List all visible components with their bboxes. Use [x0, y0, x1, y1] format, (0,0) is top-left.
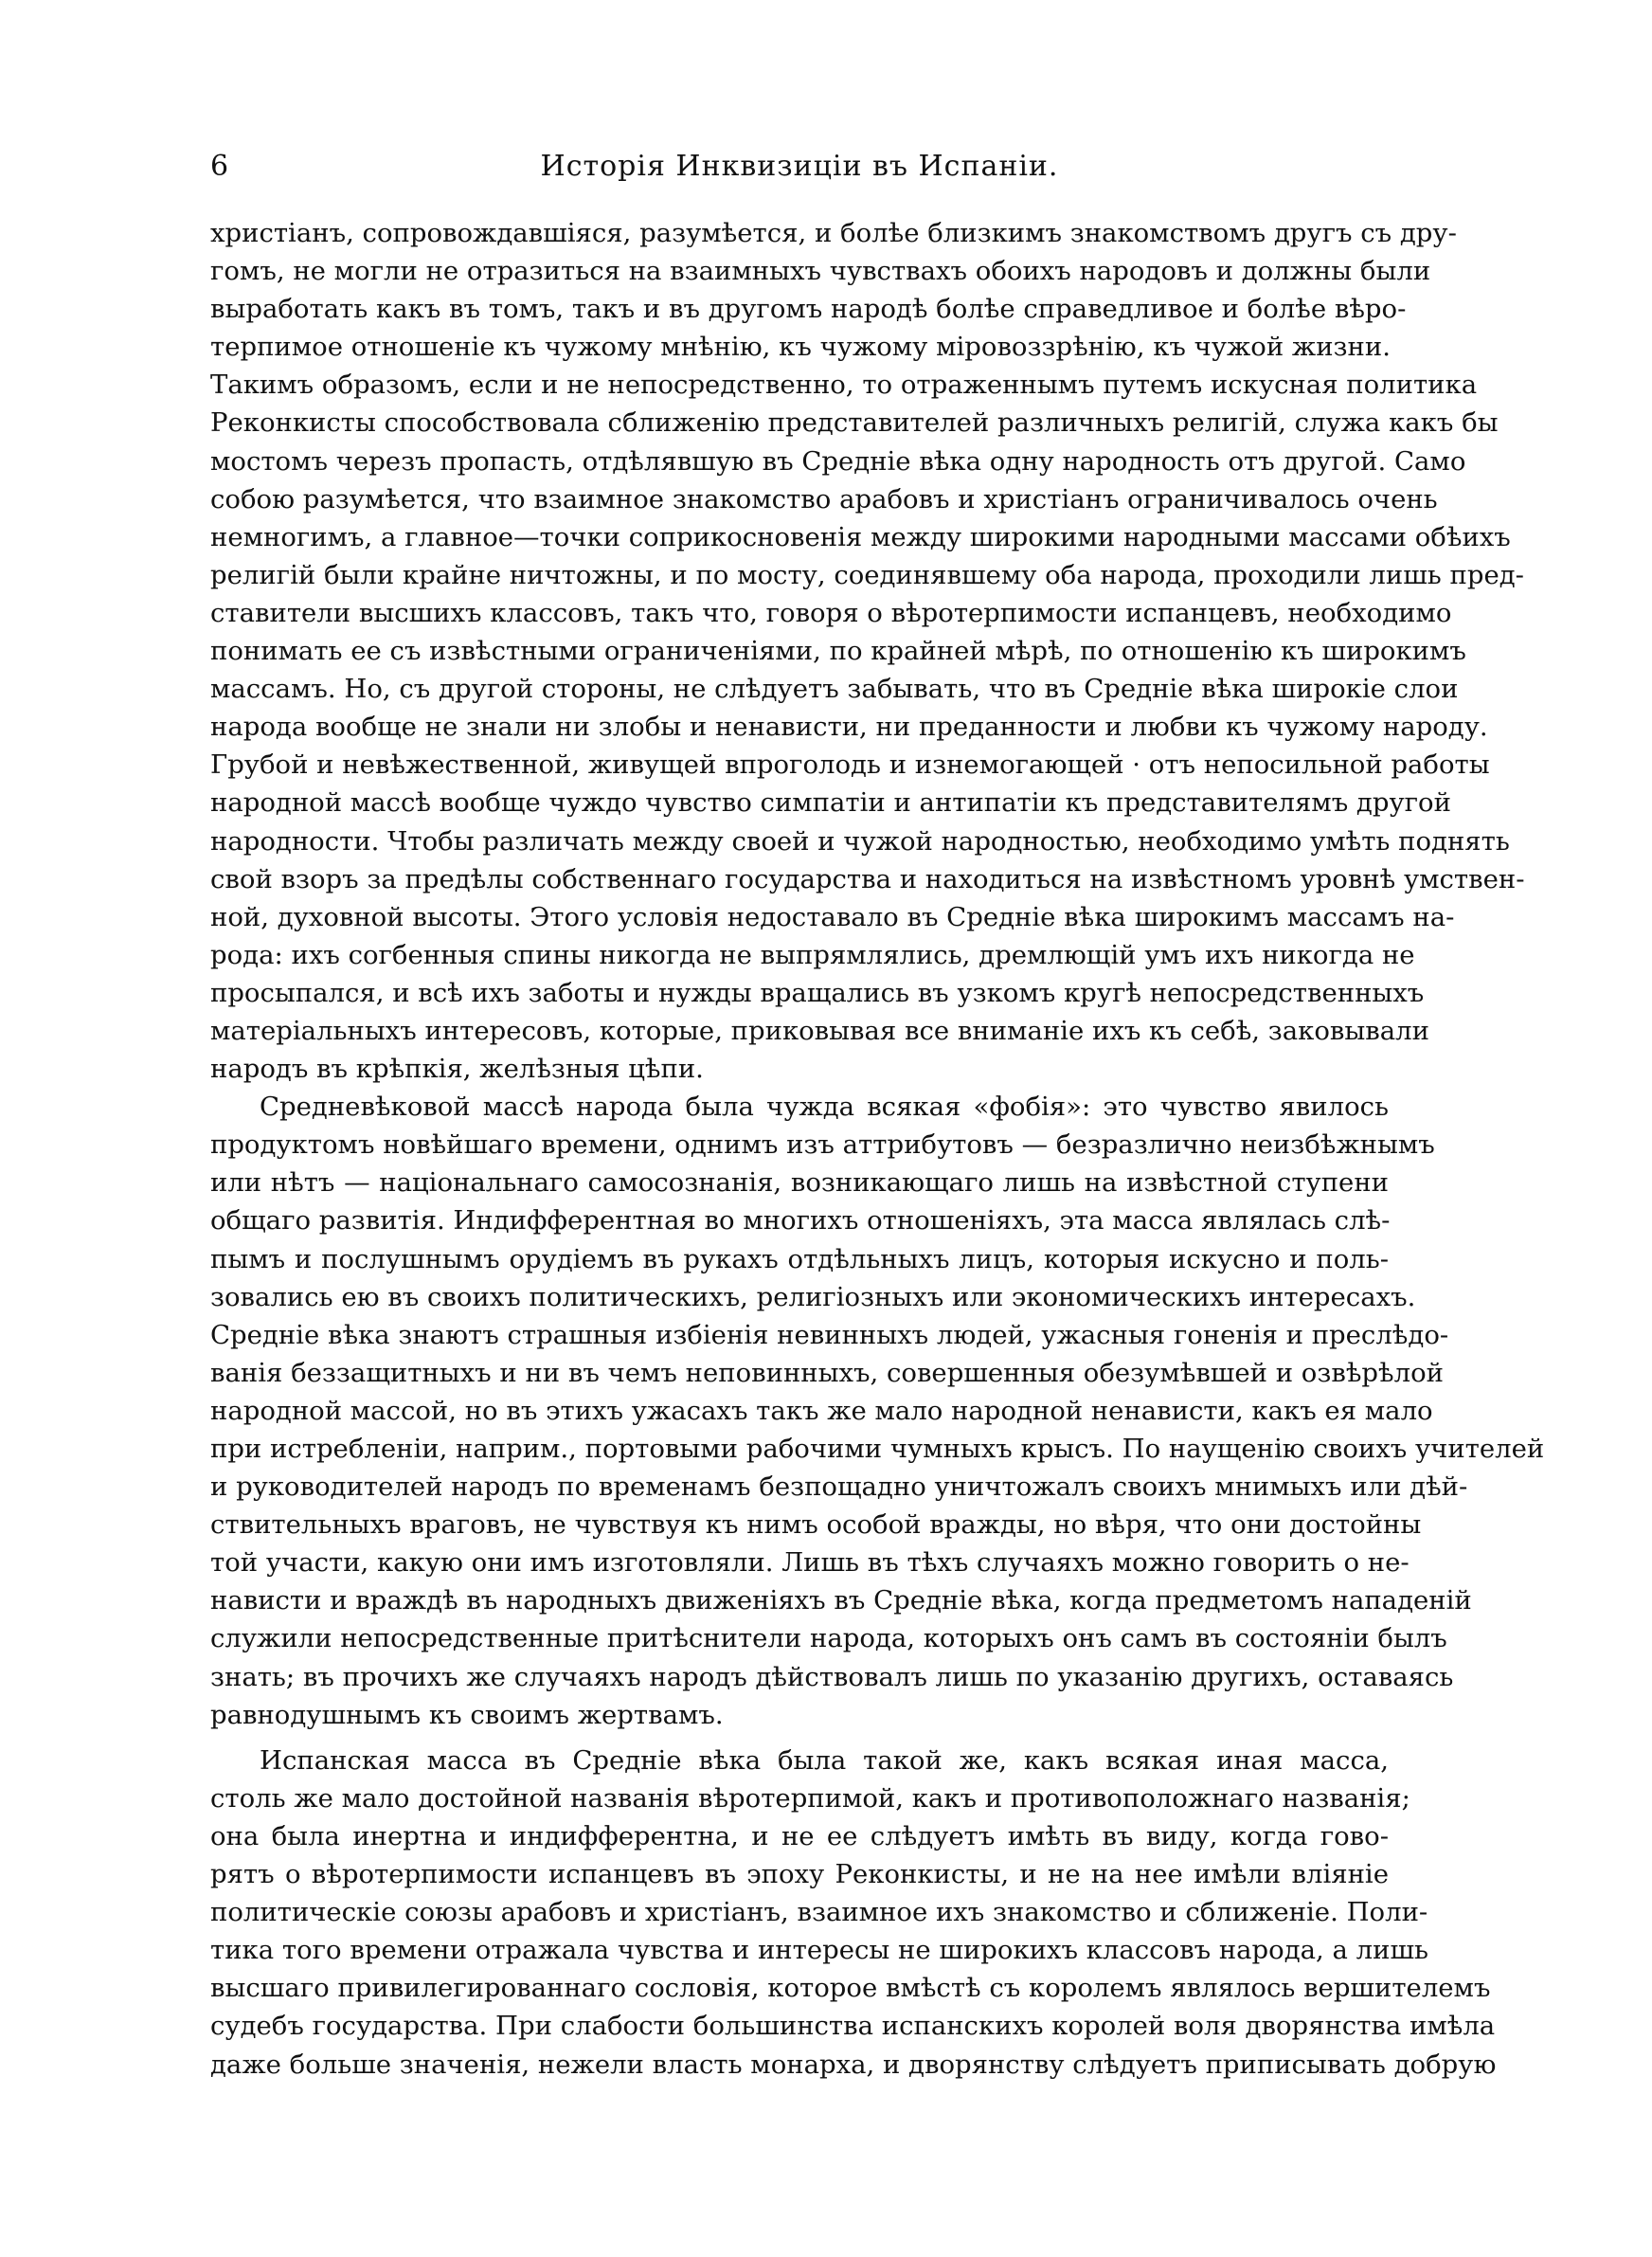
text-line: народной массой, но въ этихъ ужасахъ такъ же мало народной ненависти, какъ ея мало: [210, 1395, 1433, 1426]
paragraph-1: [210, 214, 1525, 1088]
text-line: христіанъ, сопровождавшіяся, разумѣется, и болѣе близкимъ знакомствомъ другъ съ дру-: [210, 218, 1457, 248]
text-line: массамъ. Но, съ другой стороны, не слѣдуетъ забывать, что въ Средніе вѣка широкіе слои: [210, 674, 1459, 705]
book-page: [210, 142, 1545, 2084]
text-line: терпимое отношеніе къ чужому мнѣнію, къ чужому міровоззрѣнію, къ чужой жизни.: [210, 332, 1391, 363]
text-line: народа вообще не знали ни злобы и ненависти, ни преданности и любви къ чужому народу.: [210, 712, 1488, 743]
text-line: ной, духовной высоты. Этого условія недоставало въ Средніе вѣка широкимъ массамъ на-: [210, 901, 1455, 932]
text-line: судебъ государства. При слабости большинства испанскихъ королей воля дворянства имѣла: [210, 2011, 1496, 2042]
body-text: [210, 214, 1545, 2084]
text-line: понимать ее съ извѣстными ограниченіями, по крайней мѣрѣ, по отношенію къ широкимъ: [210, 636, 1466, 667]
text-line: Такимъ образомъ, если и не непосредственно, то отраженнымъ путемъ искусная политика: [210, 370, 1478, 401]
text-line: ставители высшихъ классовъ, такъ что, говоря о вѣротерпимости испанцевъ, необходимо: [210, 597, 1452, 628]
text-line: собою разумѣется, что взаимное знакомство арабовъ и христіанъ ограничивалось очень: [210, 483, 1438, 515]
text-line: ствительныхъ враговъ, не чувствуя къ нимъ особой вражды, но вѣря, что они достойны: [210, 1509, 1422, 1541]
text-line: знать; въ прочихъ же случаяхъ народъ дѣйствовалъ лишь по указанію другихъ, оставаясь: [210, 1661, 1454, 1692]
text-line: Реконкисты способствовала сближенію представителей различныхъ религій, служа какъ бы: [210, 407, 1499, 439]
text-line: матеріальныхъ интересовъ, которые, приковывая все вниманіе ихъ къ себѣ, заковывали: [210, 1015, 1429, 1046]
text-line: высшаго привилегированнаго сословія, которое вмѣстѣ съ королемъ являлось вершителемъ: [210, 1973, 1491, 2004]
text-line: той участи, какую они имъ изготовляли. Лишь въ тѣхъ случаяхъ можно говорить о не-: [210, 1547, 1410, 1579]
text-line: мостомъ черезъ пропасть, отдѣлявшую въ Средніе вѣка одну народность отъ другой. Само: [210, 445, 1466, 477]
text-line: просыпался, и всѣ ихъ заботы и нужды вращались въ узкомъ кругѣ непосредственныхъ: [210, 977, 1425, 1008]
text-line: тика того времени отражала чувства и интересы не широкихъ классовъ народа, а лишь: [210, 1935, 1429, 1966]
text-line: нависти и враждѣ въ народныхъ движеніяхъ въ Средніе вѣка, когда предметомъ нападеній: [210, 1585, 1472, 1616]
paragraph-gap: [210, 1734, 1389, 1742]
text-line: немногимъ, а главное—точки соприкосновенія между широкими народными массами обѣихъ: [210, 521, 1511, 552]
text-line: равнодушнымъ къ своимъ жертвамъ.: [210, 1699, 724, 1730]
text-line: свой взоръ за предѣлы собственнаго государства и находиться на извѣстномъ уровнѣ умствен-: [210, 863, 1525, 894]
text-line: гомъ, не могли не отразиться на взаимныхъ чувствахъ обоихъ народовъ и должны были: [210, 256, 1431, 287]
text-line: Средневѣковой массѣ народа была чужда всякая «фобія»: это чувство явилось: [260, 1092, 1389, 1123]
text-line: общаго развитія. Индифферентная во многихъ отношеніяхъ, эта масса являлась слѣ-: [210, 1205, 1391, 1237]
text-line: она была инертна и индифферентна, и не ее слѣдуетъ имѣть въ виду, когда гово-: [210, 1820, 1389, 1851]
text-line: столь же мало достойной названія вѣротерпимой, какъ и противоположнаго названія;: [210, 1782, 1410, 1814]
paragraph-3: [210, 1742, 1497, 2084]
text-line: при истребленіи, наприм., портовыми рабочими чумныхъ крысъ. По наущенію своихъ учителей: [210, 1434, 1545, 1464]
text-line: народной массѣ вообще чуждо чувство симпатіи и антипатіи къ представителямъ другой: [210, 787, 1451, 819]
page-number: 6: [210, 150, 229, 183]
text-line: и руководителей народъ по временамъ безпощадно уничтожалъ своихъ мнимыхъ или дѣй-: [210, 1472, 1468, 1503]
text-line: политическіе союзы арабовъ и христіанъ, взаимное ихъ знакомство и сближеніе. Поли-: [210, 1897, 1428, 1928]
text-line: народъ въ крѣпкія, желѣзныя цѣпи.: [210, 1054, 704, 1085]
text-line: или нѣтъ — національнаго самосознанія, возникающаго лишь на извѣстной ступени: [210, 1167, 1389, 1199]
paragraph-2: [210, 1088, 1545, 1734]
text-line: Испанская масса въ Средніе вѣка была такой же, какъ всякая иная масса,: [260, 1744, 1389, 1776]
running-title: Исторія Инквизиціи въ Испаніи.: [540, 150, 1059, 183]
text-line: рятъ о вѣротерпимости испанцевъ въ эпоху Реконкисты, и не на нее имѣли вліяніе: [210, 1859, 1389, 1890]
text-line: Грубой и невѣжественной, живущей впроголодь и изнемогающей · отъ непосильной работы: [210, 749, 1490, 781]
text-line: даже больше значенія, нежели власть монарха, и дворянству слѣдуетъ приписывать добрую: [210, 2049, 1497, 2080]
text-line: служили непосредственные притѣснители народа, которыхъ онъ самъ въ состояніи былъ: [210, 1623, 1447, 1654]
running-head: [210, 142, 1389, 190]
text-line: ванія беззащитныхъ и ни въ чемъ неповинныхъ, совершенныя обезумѣвшей и озвѣрѣлой: [210, 1357, 1444, 1388]
text-line: выработать какъ въ томъ, такъ и въ другомъ народѣ болѣе справедливое и болѣе вѣро-: [210, 294, 1407, 325]
text-line: народности. Чтобы различать между своей и чужой народностью, необходимо умѣть поднять: [210, 825, 1510, 857]
text-line: зовались ею въ своихъ политическихъ, религіозныхъ или экономическихъ интересахъ.: [210, 1281, 1416, 1312]
text-line: пымъ и послушнымъ орудіемъ въ рукахъ отдѣльныхъ лицъ, которыя искусно и поль-: [210, 1243, 1389, 1274]
text-line: рода: ихъ согбенныя спины никогда не выпрямлялись, дремлющій умъ ихъ никогда не: [210, 939, 1415, 970]
text-line: продуктомъ новѣйшаго времени, однимъ изъ аттрибутовъ — безразлично неизбѣжнымъ: [210, 1129, 1435, 1161]
text-line: Средніе вѣка знаютъ страшныя избіенія невинныхъ людей, ужасныя гоненія и преслѣдо-: [210, 1319, 1449, 1350]
text-line: религій были крайне ничтожны, и по мосту, соединявшему оба народа, проходили лишь пред-: [210, 559, 1524, 590]
